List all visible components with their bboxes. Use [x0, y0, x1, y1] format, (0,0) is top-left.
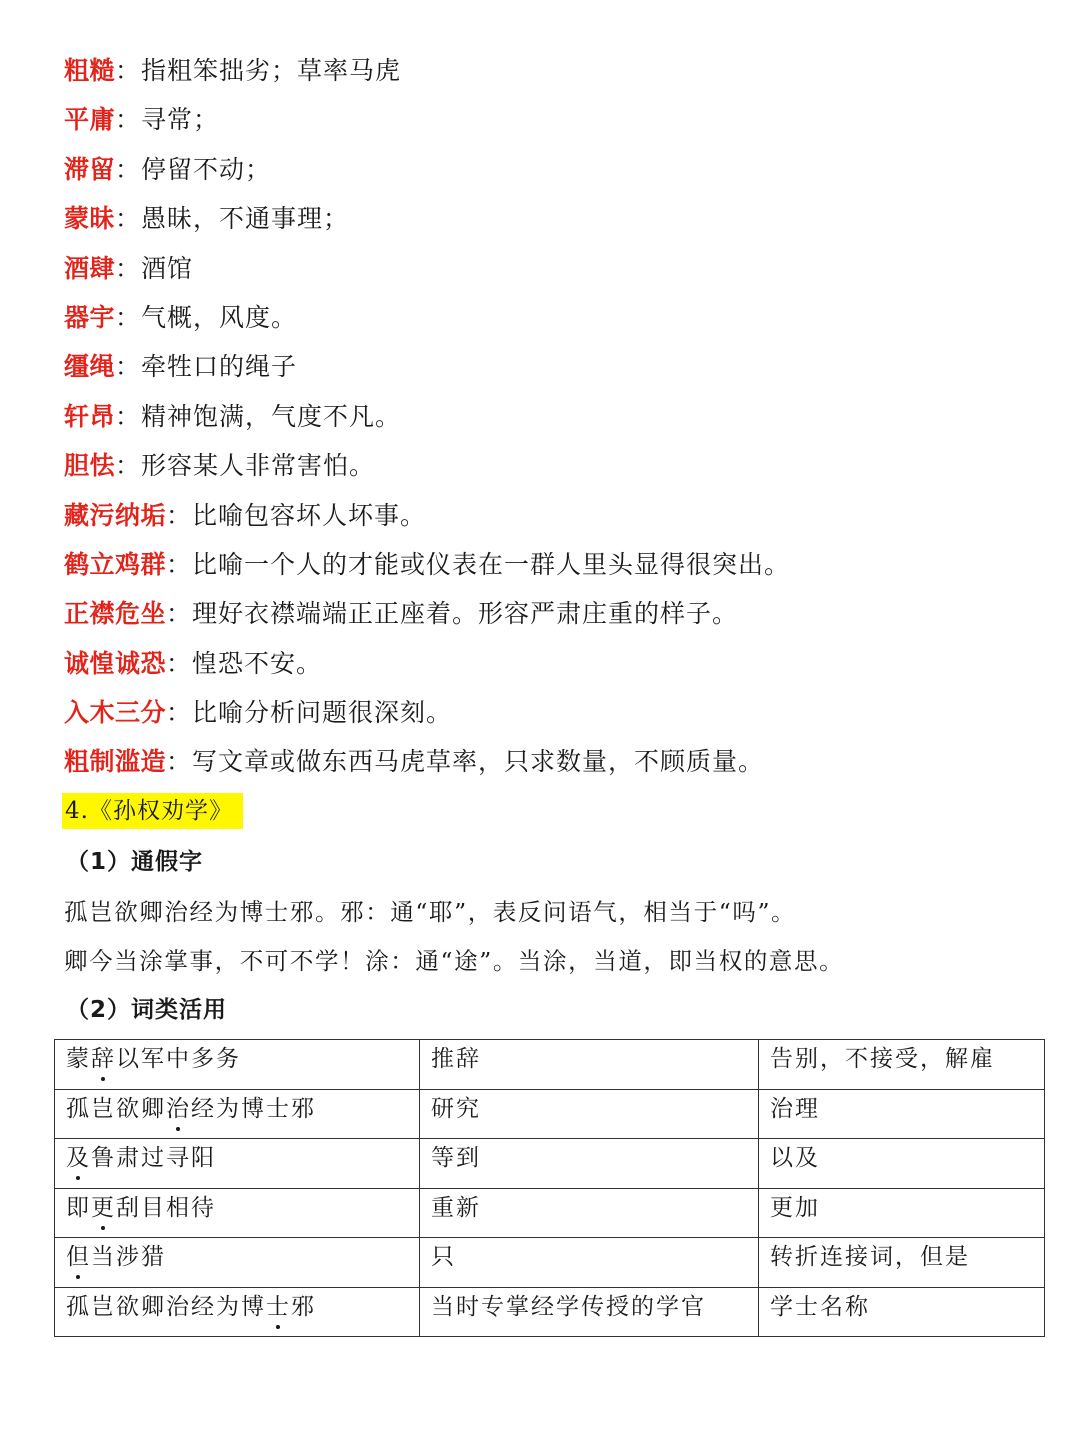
vocab-term: 平庸 — [64, 105, 116, 135]
vocab-definition: 形容某人非常害怕。 — [141, 451, 376, 481]
vocab-separator: ： — [115, 451, 142, 481]
sentence-text: 鲁肃过寻阳 — [91, 1145, 216, 1171]
table-row — [55, 1089, 1045, 1139]
vocab-entry — [64, 145, 790, 194]
vocab-separator: ： — [166, 648, 193, 678]
vocab-list — [64, 46, 790, 787]
vocab-separator: ： — [166, 500, 193, 530]
vocab-entry — [64, 194, 790, 243]
vocab-definition: 牵牲口的绳子 — [141, 352, 298, 382]
vocab-term: 器宇 — [64, 302, 116, 332]
table-row — [55, 1139, 1045, 1189]
vocab-entry — [64, 737, 790, 786]
vocab-definition: 理好衣襟端端正正座着。形容严肃庄重的样子。 — [192, 599, 739, 629]
table-cell-sentence — [55, 1238, 420, 1288]
table-row — [55, 1040, 1045, 1090]
vocab-term: 入木三分 — [64, 698, 167, 728]
vocab-definition: 比喻包容坏人坏事。 — [192, 500, 427, 530]
vocab-entry — [64, 540, 790, 589]
table-cell-sentence — [55, 1089, 420, 1139]
vocab-definition: 比喻一个人的才能或仪表在一群人里头显得很突出。 — [192, 549, 791, 579]
vocab-definition: 酒馆 — [141, 253, 194, 283]
vocab-entry — [64, 95, 790, 144]
vocab-separator: ： — [115, 352, 142, 382]
table-cell-meaning: 重新 — [420, 1188, 759, 1238]
vocab-term: 藏污纳垢 — [64, 500, 167, 530]
table-cell-sentence — [55, 1188, 420, 1238]
vocab-term: 鹤立鸡群 — [64, 549, 167, 579]
vocab-definition: 惶恐不安。 — [192, 648, 323, 678]
subheading-cileihuoyong: （2）词类活用 — [66, 997, 228, 1023]
table-cell-modern-meaning: 更加 — [759, 1188, 1045, 1238]
vocab-separator: ： — [115, 401, 142, 431]
vocab-definition: 愚昧，不通事理； — [141, 204, 350, 234]
vocab-entry — [64, 46, 790, 95]
table-cell-meaning: 研究 — [420, 1089, 759, 1139]
vocab-entry — [64, 293, 790, 342]
vocab-definition: 精神饱满，气度不凡。 — [141, 401, 402, 431]
paragraph-tongjia-1: 孤岂欲卿治经为博士邪。邪：通“耶”，表反问语气，相当于“吗”。 — [64, 898, 797, 926]
table-cell-modern-meaning: 以及 — [759, 1139, 1045, 1189]
vocab-separator: ： — [166, 698, 193, 728]
table-cell-sentence — [55, 1139, 420, 1189]
vocab-entry — [64, 392, 790, 441]
table-cell-meaning: 当时专掌经学传授的学官 — [420, 1287, 759, 1337]
vocab-definition: 写文章或做东西马虎草率，只求数量，不顾质量。 — [192, 747, 765, 777]
subheading-tongjiazi: （1）通假字 — [66, 849, 204, 875]
emphasized-character: 及 — [66, 1139, 91, 1177]
sentence-text: 即 — [66, 1194, 91, 1221]
vocab-definition: 气概，风度。 — [141, 302, 298, 332]
vocab-separator: ： — [115, 154, 142, 184]
vocab-term: 胆怯 — [64, 451, 116, 481]
sentence-text: 当涉猎 — [91, 1244, 166, 1270]
vocab-definition: 指粗笨拙劣；草率马虎 — [141, 56, 402, 85]
emphasized-character: 更 — [91, 1189, 116, 1227]
vocab-separator: ： — [166, 549, 193, 579]
emphasized-character: 治 — [166, 1090, 191, 1128]
vocab-entry — [64, 441, 790, 490]
vocab-term: 诚惶诚恐 — [64, 648, 167, 678]
sentence-text: 刮目相待 — [116, 1194, 216, 1221]
vocab-entry — [64, 244, 790, 293]
table-row — [55, 1287, 1045, 1337]
vocab-entry — [64, 589, 790, 638]
table-cell-modern-meaning: 治理 — [759, 1089, 1045, 1139]
vocab-definition: 比喻分析问题很深刻。 — [192, 698, 453, 728]
vocab-definition: 寻常； — [141, 105, 220, 135]
vocab-term: 粗制滥造 — [64, 747, 167, 777]
vocab-entry — [64, 688, 790, 737]
vocab-term: 轩昂 — [64, 401, 116, 431]
sentence-text: 孤岂欲卿 — [66, 1095, 166, 1122]
table-cell-sentence — [55, 1040, 420, 1090]
vocab-entry — [64, 342, 790, 391]
table-row — [55, 1238, 1045, 1288]
emphasized-character: 但 — [66, 1238, 91, 1276]
paragraph-tongjia-2: 卿今当涂掌事，不可不学！涂：通“途”。当涂，当道，即当权的意思。 — [64, 947, 845, 975]
table-cell-sentence — [55, 1287, 420, 1337]
sentence-text: 经为博士邪 — [191, 1095, 316, 1122]
word-usage-table — [54, 1039, 1045, 1337]
vocab-term: 粗糙 — [64, 56, 116, 85]
vocab-term: 酒肆 — [64, 253, 116, 283]
emphasized-character: 士 — [266, 1288, 291, 1326]
vocab-term: 正襟危坐 — [64, 599, 167, 629]
section-title-highlight: 4.《孙权劝学》 — [62, 793, 243, 829]
vocab-term: 缰绳 — [64, 352, 116, 382]
table-cell-modern-meaning: 转折连接词，但是 — [759, 1238, 1045, 1288]
vocab-entry — [64, 639, 790, 688]
vocab-separator: ： — [115, 56, 142, 85]
vocab-separator: ： — [166, 747, 193, 777]
sentence-text: 以军中多务 — [116, 1046, 241, 1072]
table-cell-meaning: 推辞 — [420, 1040, 759, 1090]
table-cell-meaning: 只 — [420, 1238, 759, 1288]
vocab-term: 滞留 — [64, 154, 116, 184]
vocab-entry — [64, 491, 790, 540]
sentence-text: 蒙 — [66, 1046, 91, 1072]
vocab-separator: ： — [115, 204, 142, 234]
vocab-definition: 停留不动； — [141, 154, 272, 184]
table-cell-modern-meaning: 告别，不接受，解雇 — [759, 1040, 1045, 1090]
sentence-text: 邪 — [291, 1293, 316, 1320]
vocab-term: 蒙昧 — [64, 204, 116, 234]
vocab-separator: ： — [115, 253, 142, 283]
table-row — [55, 1188, 1045, 1238]
table-cell-meaning: 等到 — [420, 1139, 759, 1189]
sentence-text: 孤岂欲卿治经为博 — [66, 1293, 266, 1320]
vocab-separator: ： — [115, 105, 142, 135]
vocab-separator: ： — [115, 302, 142, 332]
table-cell-modern-meaning: 学士名称 — [759, 1287, 1045, 1337]
emphasized-character: 辞 — [91, 1040, 116, 1078]
vocab-separator: ： — [166, 599, 193, 629]
